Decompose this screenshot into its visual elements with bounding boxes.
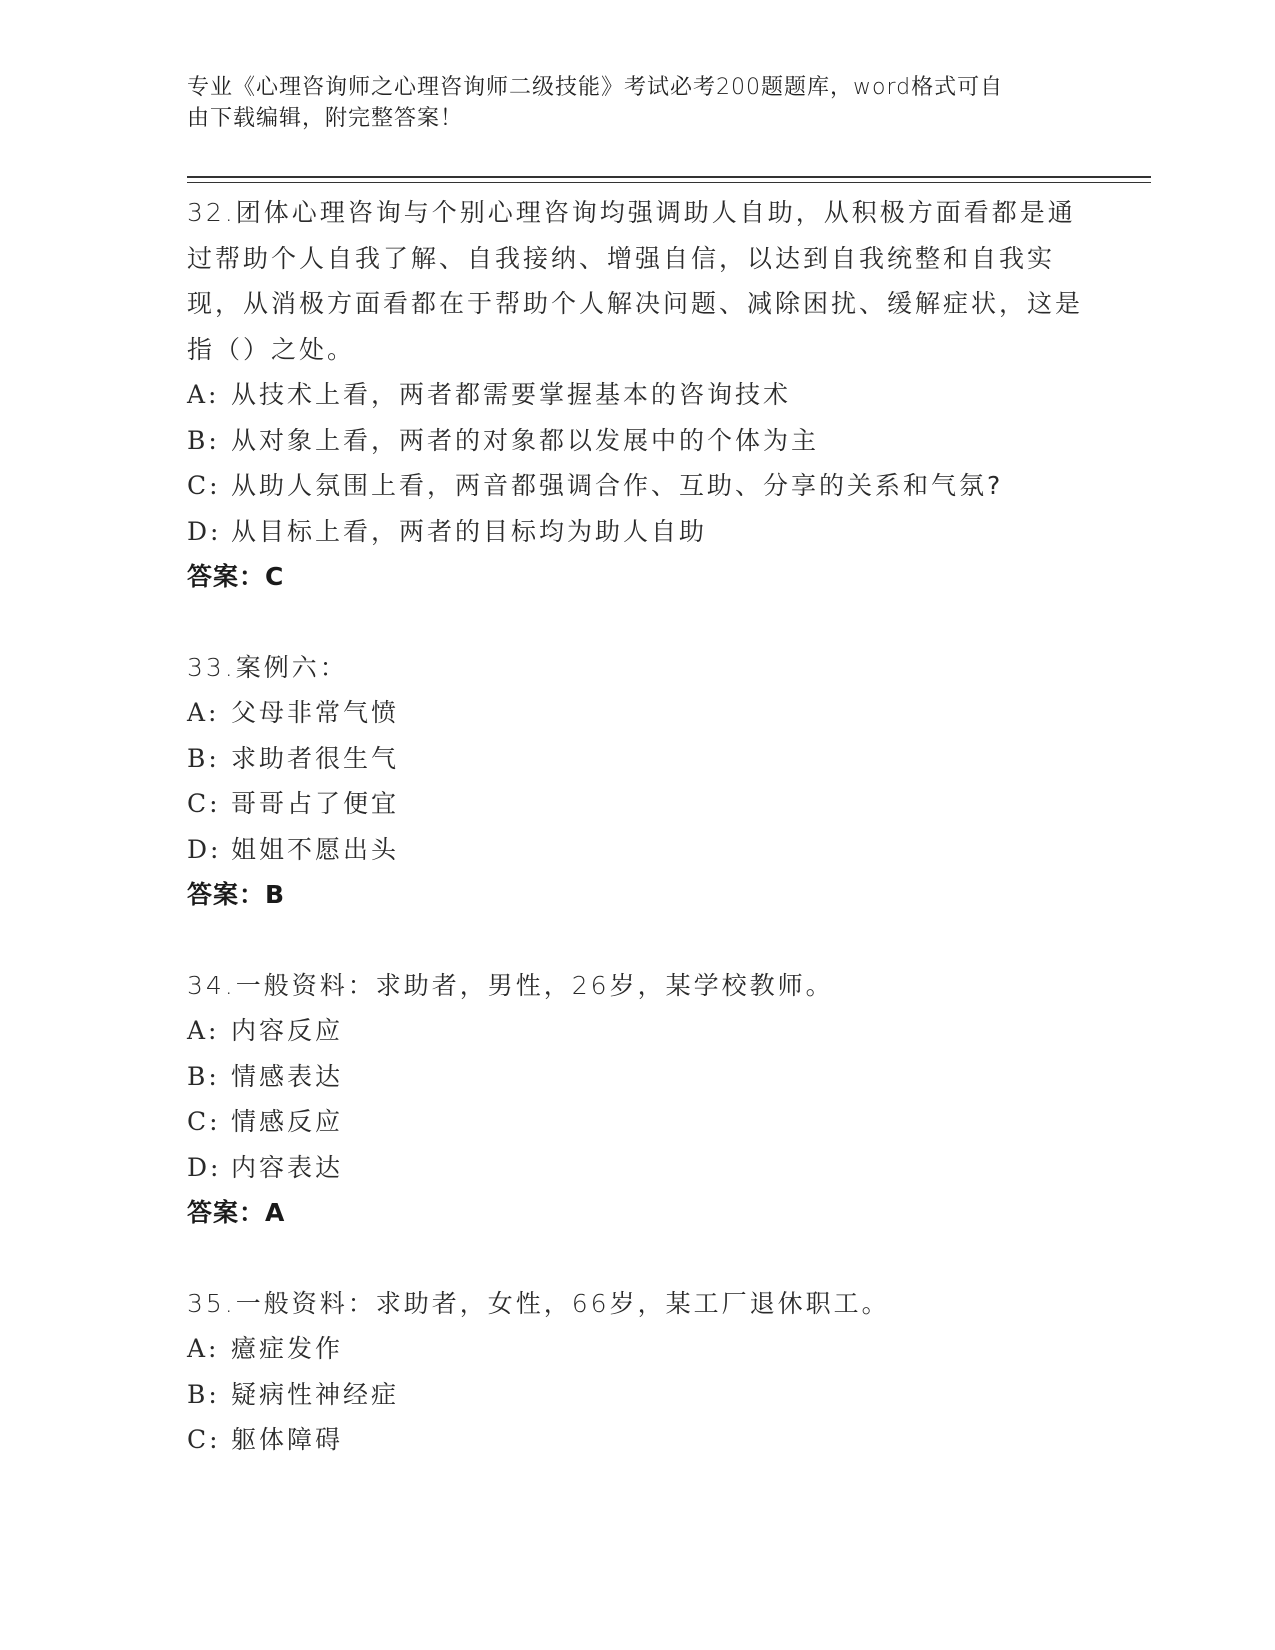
option-text: 情感表达 (231, 1061, 344, 1091)
option-key: D: (187, 1152, 222, 1182)
option-b (187, 1054, 1087, 1100)
option-key: C: (187, 471, 221, 500)
option-c (187, 1099, 1087, 1145)
option-key: A: (187, 698, 220, 727)
option-d (187, 509, 1087, 555)
option-b (187, 736, 1087, 782)
header-divider-thick (187, 176, 1151, 178)
option-key: B: (187, 1379, 220, 1409)
header-divider-thin (187, 182, 1151, 183)
question-33 (187, 645, 1087, 918)
option-c (187, 781, 1087, 827)
document-header (187, 72, 1067, 134)
option-key: A: (187, 380, 220, 409)
answer-label: 答案：A (187, 1198, 286, 1227)
question-gap (187, 600, 1087, 645)
option-a (187, 372, 1087, 418)
option-a (187, 1008, 1087, 1054)
option-text: 从目标上看，两者的目标均为助人自助 (231, 516, 708, 546)
option-text: 疑病性神经症 (231, 1379, 400, 1409)
option-text: 内容表达 (231, 1152, 344, 1182)
option-a (187, 1326, 1087, 1372)
option-key: D: (187, 834, 222, 864)
option-d (187, 827, 1087, 873)
option-a (187, 690, 1087, 736)
question-32 (187, 190, 1087, 600)
question-gap (187, 918, 1087, 963)
option-key: B: (187, 425, 220, 455)
question-stem: 35.一般资料：求助者，女性，66岁，某工厂退休职工。 (187, 1288, 890, 1318)
question-gap (187, 1236, 1087, 1281)
option-text: 从助人氛围上看，两音都强调合作、互助、分享的关系和气氛? (231, 471, 1004, 500)
option-key: A: (187, 1334, 220, 1363)
option-key: C: (187, 789, 221, 818)
option-key: C: (187, 1425, 221, 1454)
option-b (187, 1372, 1087, 1418)
question-list (187, 190, 1087, 1463)
option-d (187, 1145, 1087, 1191)
option-b (187, 418, 1087, 464)
question-stem: 32.团体心理咨询与个别心理咨询均强调助人自助，从积极方面看都是通过帮助个人自我了解、自我接纳、增强自信，以达到自我统整和自我实现，从消极方面看都在于帮助个人解决问题、减除困扰、缓解症状，这是指（）之处。 (187, 198, 1084, 364)
option-c (187, 1417, 1087, 1463)
option-text: 哥哥占了便宜 (231, 789, 400, 818)
question-35 (187, 1281, 1087, 1463)
option-text: 内容反应 (231, 1016, 344, 1045)
option-text: 从技术上看，两者都需要掌握基本的咨询技术 (231, 380, 792, 409)
header-line-2: 由下载编辑，附完整答案！ (187, 106, 464, 131)
option-key: D: (187, 516, 222, 546)
answer-label: 答案：B (187, 880, 286, 909)
question-stem: 33.案例六： (187, 652, 348, 682)
option-key: B: (187, 743, 220, 773)
option-c (187, 463, 1087, 509)
option-text: 躯体障碍 (231, 1425, 344, 1454)
option-text: 癔症发作 (231, 1334, 344, 1363)
header-line-1: 专业《心理咨询师之心理咨询师二级技能》考试必考200题题库，word格式可自 (187, 75, 1004, 100)
answer-label: 答案：C (187, 562, 285, 591)
option-text: 姐姐不愿出头 (231, 834, 400, 864)
option-text: 父母非常气愤 (231, 698, 400, 727)
option-key: B: (187, 1061, 220, 1091)
option-text: 情感反应 (231, 1107, 344, 1136)
option-key: A: (187, 1016, 220, 1045)
option-text: 从对象上看，两者的对象都以发展中的个体为主 (231, 425, 820, 455)
question-stem: 34.一般资料：求助者，男性，26岁，某学校教师。 (187, 970, 834, 1000)
option-text: 求助者很生气 (231, 743, 400, 773)
question-34 (187, 963, 1087, 1236)
option-key: C: (187, 1107, 221, 1136)
